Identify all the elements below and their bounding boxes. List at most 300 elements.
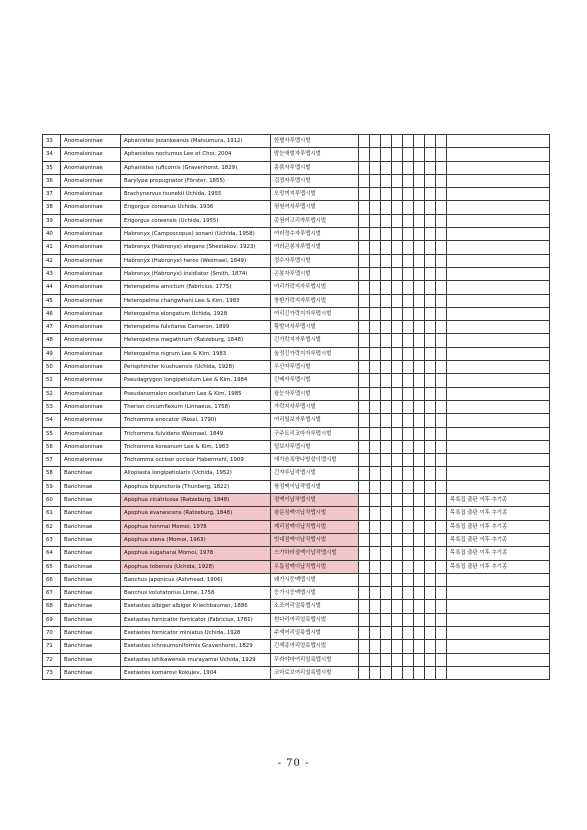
subfamily-cell: Banchinae xyxy=(61,494,121,507)
blank-cell xyxy=(403,494,414,507)
blank-cell xyxy=(436,600,447,613)
note-cell xyxy=(447,454,550,467)
blank-cell xyxy=(436,214,447,227)
blank-cell xyxy=(425,294,436,307)
blank-cell xyxy=(381,387,392,400)
subfamily-cell: Anomaloninae xyxy=(61,387,121,400)
species-name-cell: Alloplasta longipetiolaris (Uchida, 1952) xyxy=(121,467,271,480)
blank-cell xyxy=(425,347,436,360)
korean-name-cell: 가락지자루맵시벌 xyxy=(271,400,359,413)
row-number: 70 xyxy=(43,626,61,639)
korean-name-cell: 검정자루맵시벌 xyxy=(271,174,359,187)
blank-cell xyxy=(381,148,392,161)
korean-name-cell: 창환가락지자루맵시벌 xyxy=(271,294,359,307)
blank-cell xyxy=(403,387,414,400)
blank-cell xyxy=(414,573,425,586)
species-name-cell: Brachynervus tsunekii Uchida, 1955 xyxy=(121,188,271,201)
row-number: 60 xyxy=(43,494,61,507)
blank-cell xyxy=(370,148,381,161)
species-name-cell: Erigorgus coreensis (Uchida, 1955) xyxy=(121,214,271,227)
row-number: 68 xyxy=(43,600,61,613)
note-cell: 목록집 출판 이후 추기종 xyxy=(447,520,550,533)
species-name-cell: Exetastes fornicator fornicator (Fabricius, 1781) xyxy=(121,613,271,626)
note-cell xyxy=(447,307,550,320)
blank-cell xyxy=(370,427,381,440)
subfamily-cell: Anomaloninae xyxy=(61,347,121,360)
species-name-cell: Trichomma fulvidens Wesmael, 1849 xyxy=(121,427,271,440)
blank-cell xyxy=(436,321,447,334)
blank-cell xyxy=(436,480,447,493)
blank-cell xyxy=(359,573,370,586)
row-number: 73 xyxy=(43,666,61,679)
subfamily-cell: Anomaloninae xyxy=(61,281,121,294)
blank-cell xyxy=(436,254,447,267)
table-row xyxy=(43,600,550,613)
blank-cell xyxy=(359,281,370,294)
table-row xyxy=(43,387,550,400)
blank-cell xyxy=(436,494,447,507)
subfamily-cell: Anomaloninae xyxy=(61,361,121,374)
blank-cell xyxy=(359,307,370,320)
blank-cell xyxy=(414,480,425,493)
row-number: 36 xyxy=(43,174,61,187)
blank-cell xyxy=(414,547,425,560)
page-number: - 70 - xyxy=(277,758,310,769)
blank-cell xyxy=(359,400,370,413)
blank-cell xyxy=(359,374,370,387)
blank-cell xyxy=(436,161,447,174)
blank-cell xyxy=(381,494,392,507)
blank-cell xyxy=(436,520,447,533)
blank-cell xyxy=(392,653,403,666)
species-name-cell: Exetastes fornicator miniatus Uchida, 1928 xyxy=(121,626,271,639)
korean-name-cell: 여리긴가락지자루맵시벌 xyxy=(271,307,359,320)
species-table-body xyxy=(43,135,550,680)
korean-name-cell: 곤봉자루맵시벌 xyxy=(271,267,359,280)
blank-cell xyxy=(370,281,381,294)
blank-cell xyxy=(403,520,414,533)
blank-cell xyxy=(370,666,381,679)
note-cell xyxy=(447,600,550,613)
blank-cell xyxy=(425,533,436,546)
korean-name-cell: 코마로브여리얼룩맵시벌 xyxy=(271,666,359,679)
blank-cell xyxy=(381,228,392,241)
table-row xyxy=(43,626,550,639)
note-cell xyxy=(447,174,550,187)
blank-cell xyxy=(436,400,447,413)
blank-cell xyxy=(381,267,392,280)
blank-cell xyxy=(381,507,392,520)
blank-cell xyxy=(392,454,403,467)
blank-cell xyxy=(359,467,370,480)
blank-cell xyxy=(370,254,381,267)
korean-name-cell: 쌍점맥이납작맵시벌 xyxy=(271,480,359,493)
blank-cell xyxy=(414,653,425,666)
blank-cell xyxy=(436,281,447,294)
blank-cell xyxy=(359,321,370,334)
korean-name-cell: 긴배자루맵시벌 xyxy=(271,374,359,387)
korean-name-cell: 우산자루맵시벌 xyxy=(271,361,359,374)
blank-cell xyxy=(381,307,392,320)
species-name-cell: Apophua evanescens (Ratzeburg, 1848) xyxy=(121,507,271,520)
blank-cell xyxy=(359,148,370,161)
blank-cell xyxy=(381,281,392,294)
blank-cell xyxy=(403,267,414,280)
blank-cell xyxy=(359,214,370,227)
blank-cell xyxy=(403,600,414,613)
table-row xyxy=(43,507,550,520)
blank-cell xyxy=(381,666,392,679)
korean-name-cell: 주색여리얼룩맵시벌 xyxy=(271,626,359,639)
blank-cell xyxy=(436,361,447,374)
table-row xyxy=(43,666,550,679)
blank-cell xyxy=(436,587,447,600)
blank-cell xyxy=(436,201,447,214)
subfamily-cell: Anomaloninae xyxy=(61,334,121,347)
species-name-cell: Pseudanomalon ocellatum Lee & Kim, 1985 xyxy=(121,387,271,400)
blank-cell xyxy=(370,174,381,187)
blank-cell xyxy=(436,294,447,307)
species-name-cell: Habronyx (Habronyx) elegans (Shestakov, 1923) xyxy=(121,241,271,254)
blank-cell xyxy=(381,547,392,560)
blank-cell xyxy=(370,454,381,467)
blank-cell xyxy=(381,653,392,666)
blank-cell xyxy=(436,347,447,360)
table-row xyxy=(43,587,550,600)
blank-cell xyxy=(392,560,403,573)
blank-cell xyxy=(359,254,370,267)
subfamily-cell: Anomaloninae xyxy=(61,427,121,440)
korean-name-cell: 빗대점맥이납작맵시벌 xyxy=(271,533,359,546)
blank-cell xyxy=(359,494,370,507)
blank-cell xyxy=(392,161,403,174)
species-name-cell: Habronyx (Camposcopus) sonani (Uchida, 1958) xyxy=(121,228,271,241)
korean-name-cell: 여러곤봉자루맵시벌 xyxy=(271,241,359,254)
blank-cell xyxy=(392,254,403,267)
row-number: 54 xyxy=(43,414,61,427)
blank-cell xyxy=(403,480,414,493)
species-name-cell: Aphanistes noctumus Lee et Choi, 2004 xyxy=(121,148,271,161)
blank-cell xyxy=(359,334,370,347)
blank-cell xyxy=(381,347,392,360)
species-name-cell: Habronyx (Habronyx) heros (Wesmael, 1849) xyxy=(121,254,271,267)
subfamily-cell: Anomaloninae xyxy=(61,174,121,187)
blank-cell xyxy=(414,321,425,334)
species-name-cell: Trichomma koreanum Lee & Kim, 1983 xyxy=(121,440,271,453)
row-number: 65 xyxy=(43,560,61,573)
korean-name-cell: 소조여리얼룩맵시벌 xyxy=(271,600,359,613)
table-row xyxy=(43,334,550,347)
subfamily-cell: Banchinae xyxy=(61,653,121,666)
blank-cell xyxy=(370,374,381,387)
blank-cell xyxy=(425,281,436,294)
blank-cell xyxy=(359,414,370,427)
note-cell: 목록집 출판 이후 추기종 xyxy=(447,560,550,573)
blank-cell xyxy=(414,400,425,413)
blank-cell xyxy=(414,188,425,201)
blank-cell xyxy=(359,626,370,639)
table-row xyxy=(43,361,550,374)
korean-name-cell: 긴자루납작맵시벌 xyxy=(271,467,359,480)
blank-cell xyxy=(392,600,403,613)
blank-cell xyxy=(392,640,403,653)
row-number: 49 xyxy=(43,347,61,360)
note-cell xyxy=(447,188,550,201)
note-cell xyxy=(447,653,550,666)
row-number: 61 xyxy=(43,507,61,520)
blank-cell xyxy=(425,161,436,174)
blank-cell xyxy=(392,467,403,480)
blank-cell xyxy=(381,427,392,440)
row-number: 71 xyxy=(43,640,61,653)
blank-cell xyxy=(425,613,436,626)
blank-cell xyxy=(392,427,403,440)
table-row xyxy=(43,547,550,560)
blank-cell xyxy=(436,573,447,586)
table-row xyxy=(43,254,550,267)
species-name-cell: Perisphincter kiushuensis (Uchida, 1928) xyxy=(121,361,271,374)
blank-cell xyxy=(381,640,392,653)
table-row xyxy=(43,467,550,480)
subfamily-cell: Anomaloninae xyxy=(61,161,121,174)
blank-cell xyxy=(403,347,414,360)
korean-name-cell: 왜가시등맥맵시벌 xyxy=(271,573,359,586)
blank-cell xyxy=(359,361,370,374)
row-number: 69 xyxy=(43,613,61,626)
blank-cell xyxy=(359,347,370,360)
korean-name-cell: 애가슴록명나방살이맵시벌 xyxy=(271,454,359,467)
blank-cell xyxy=(359,454,370,467)
blank-cell xyxy=(381,587,392,600)
blank-cell xyxy=(436,507,447,520)
blank-cell xyxy=(425,174,436,187)
blank-cell xyxy=(403,307,414,320)
blank-cell xyxy=(359,640,370,653)
subfamily-cell: Anomaloninae xyxy=(61,400,121,413)
blank-cell xyxy=(359,294,370,307)
korean-name-cell: 홍붉자루맵시벌 xyxy=(271,161,359,174)
table-row xyxy=(43,294,550,307)
blank-cell xyxy=(414,267,425,280)
blank-cell xyxy=(414,174,425,187)
blank-cell xyxy=(425,626,436,639)
blank-cell xyxy=(381,161,392,174)
row-number: 72 xyxy=(43,653,61,666)
blank-cell xyxy=(370,507,381,520)
blank-cell xyxy=(403,148,414,161)
blank-cell xyxy=(359,174,370,187)
table-row xyxy=(43,520,550,533)
blank-cell xyxy=(414,374,425,387)
table-row xyxy=(43,161,550,174)
blank-cell xyxy=(370,653,381,666)
note-cell xyxy=(447,573,550,586)
blank-cell xyxy=(370,600,381,613)
table-row xyxy=(43,188,550,201)
note-cell xyxy=(447,440,550,453)
blank-cell xyxy=(359,241,370,254)
blank-cell xyxy=(381,533,392,546)
blank-cell xyxy=(414,613,425,626)
subfamily-cell: Banchinae xyxy=(61,520,121,533)
table-row xyxy=(43,307,550,320)
blank-cell xyxy=(370,626,381,639)
blank-cell xyxy=(436,228,447,241)
table-row xyxy=(43,241,550,254)
note-cell: 목록집 출판 이후 추기종 xyxy=(447,533,550,546)
blank-cell xyxy=(370,241,381,254)
blank-cell xyxy=(392,228,403,241)
species-name-cell: Heteropelma changwhani Lee & Kim, 1983 xyxy=(121,294,271,307)
korean-name-cell: 구주트리코마자루맵시벌 xyxy=(271,427,359,440)
table-row xyxy=(43,400,550,413)
blank-cell xyxy=(425,573,436,586)
blank-cell xyxy=(414,254,425,267)
species-table xyxy=(42,134,550,680)
row-number: 40 xyxy=(43,228,61,241)
species-name-cell: Aphanistes jozankeanus (Matsumura, 1912) xyxy=(121,135,271,148)
blank-cell xyxy=(414,666,425,679)
table-row xyxy=(43,228,550,241)
blank-cell xyxy=(414,520,425,533)
korean-name-cell: 정수자루맵시벌 xyxy=(271,254,359,267)
subfamily-cell: Anomaloninae xyxy=(61,228,121,241)
blank-cell xyxy=(359,653,370,666)
blank-cell xyxy=(381,573,392,586)
blank-cell xyxy=(414,640,425,653)
blank-cell xyxy=(381,560,392,573)
blank-cell xyxy=(436,148,447,161)
subfamily-cell: Banchinae xyxy=(61,480,121,493)
blank-cell xyxy=(381,454,392,467)
row-number: 45 xyxy=(43,294,61,307)
korean-name-cell: 여리털보자루맵시벌 xyxy=(271,414,359,427)
table-row xyxy=(43,267,550,280)
blank-cell xyxy=(359,547,370,560)
row-number: 43 xyxy=(43,267,61,280)
blank-cell xyxy=(414,135,425,148)
blank-cell xyxy=(392,214,403,227)
blank-cell xyxy=(403,294,414,307)
note-cell: 목록집 출판 이후 추기종 xyxy=(447,547,550,560)
korean-name-cell: 털보자루맵시벌 xyxy=(271,440,359,453)
blank-cell xyxy=(425,560,436,573)
blank-cell xyxy=(381,480,392,493)
note-cell xyxy=(447,666,550,679)
blank-cell xyxy=(392,174,403,187)
species-name-cell: Heteropelma megathrum (Ratzeburg, 1848) xyxy=(121,334,271,347)
blank-cell xyxy=(403,533,414,546)
blank-cell xyxy=(425,241,436,254)
blank-cell xyxy=(392,334,403,347)
note-cell xyxy=(447,214,550,227)
blank-cell xyxy=(436,666,447,679)
blank-cell xyxy=(403,361,414,374)
blank-cell xyxy=(414,560,425,573)
table-row xyxy=(43,427,550,440)
blank-cell xyxy=(425,228,436,241)
species-name-cell: Apophua stena (Momoi, 1963) xyxy=(121,533,271,546)
blank-cell xyxy=(403,161,414,174)
row-number: 39 xyxy=(43,214,61,227)
blank-cell xyxy=(403,640,414,653)
blank-cell xyxy=(425,600,436,613)
species-name-cell: Habronyx (Habronyx) insidiator (Smith, 1874) xyxy=(121,267,271,280)
row-number: 62 xyxy=(43,520,61,533)
blank-cell xyxy=(425,374,436,387)
blank-cell xyxy=(425,400,436,413)
blank-cell xyxy=(370,321,381,334)
blank-cell xyxy=(403,135,414,148)
row-number: 42 xyxy=(43,254,61,267)
korean-name-cell: 흰다리여리얼룩맵시벌 xyxy=(271,613,359,626)
blank-cell xyxy=(403,653,414,666)
blank-cell xyxy=(425,307,436,320)
blank-cell xyxy=(425,188,436,201)
blank-cell xyxy=(414,361,425,374)
subfamily-cell: Banchinae xyxy=(61,666,121,679)
blank-cell xyxy=(392,666,403,679)
table-row xyxy=(43,560,550,573)
blank-cell xyxy=(425,467,436,480)
note-cell xyxy=(447,254,550,267)
table-row xyxy=(43,414,550,427)
table-row xyxy=(43,174,550,187)
row-number: 57 xyxy=(43,454,61,467)
blank-cell xyxy=(403,626,414,639)
row-number: 44 xyxy=(43,281,61,294)
blank-cell xyxy=(381,626,392,639)
blank-cell xyxy=(392,626,403,639)
blank-cell xyxy=(403,547,414,560)
blank-cell xyxy=(392,400,403,413)
blank-cell xyxy=(436,640,447,653)
korean-name-cell: 오망꺼지루맵시벌 xyxy=(271,188,359,201)
row-number: 55 xyxy=(43,427,61,440)
blank-cell xyxy=(370,135,381,148)
blank-cell xyxy=(436,427,447,440)
species-name-cell: Aphanistes ruficornis (Gravenhorst, 1829) xyxy=(121,161,271,174)
blank-cell xyxy=(425,653,436,666)
blank-cell xyxy=(425,201,436,214)
subfamily-cell: Anomaloninae xyxy=(61,374,121,387)
blank-cell xyxy=(392,547,403,560)
blank-cell xyxy=(381,440,392,453)
note-cell xyxy=(447,347,550,360)
blank-cell xyxy=(381,361,392,374)
blank-cell xyxy=(392,520,403,533)
blank-cell xyxy=(403,334,414,347)
row-number: 51 xyxy=(43,374,61,387)
blank-cell xyxy=(436,560,447,573)
blank-cell xyxy=(414,241,425,254)
blank-cell xyxy=(370,400,381,413)
blank-cell xyxy=(392,201,403,214)
korean-name-cell: 평원여자루맵시벌 xyxy=(271,201,359,214)
blank-cell xyxy=(425,520,436,533)
species-name-cell: Apophua honmai Momoi, 1978 xyxy=(121,520,271,533)
subfamily-cell: Banchinae xyxy=(61,587,121,600)
blank-cell xyxy=(392,533,403,546)
row-number: 53 xyxy=(43,400,61,413)
row-number: 63 xyxy=(43,533,61,546)
blank-cell xyxy=(392,494,403,507)
note-cell xyxy=(447,427,550,440)
blank-cell xyxy=(381,520,392,533)
blank-cell xyxy=(425,454,436,467)
blank-cell xyxy=(436,547,447,560)
species-name-cell: Trichomma enecator (Rossi, 1790) xyxy=(121,414,271,427)
